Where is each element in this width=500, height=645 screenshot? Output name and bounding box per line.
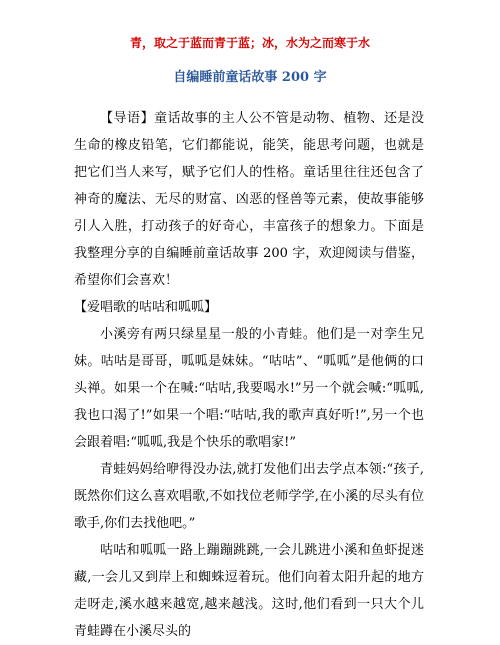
story-paragraph-1: 小溪旁有两只绿星星一般的小青蛙。他们是一对孪生兄妹。咕咕是哥哥，呱呱是妹妹。“咕咕”、“呱呱”是他俩的口头禅。如果一个在喊:“咕咕,我要喝水!”另一个就会喊:“呱呱,我也口渴了!”如果一个唱:“咕咕,我的歌声真好听!”,另一个也会跟着唱:“呱呱,我是个快乐的歌唱家!” [74, 327, 424, 450]
story-paragraph-3: 咕咕和呱呱一路上蹦蹦跳跳,一会儿跳进小溪和鱼虾捉迷藏,一会儿又到岸上和蜘蛛逗着玩。他们向着太阳升起的地方走呀走,溪水越来越宽,越来越浅。这时,他们看到一只大个儿青蛙蹲在小溪尽头的 [74, 543, 424, 639]
page-title: 自编睡前童话故事 200 字 [173, 70, 327, 85]
story-paragraph-2: 青蛙妈妈给咿得没办法,就打发他们出去学点本领:“孩子,既然你们这么喜欢唱歌,不如找位老师学学,在小溪的尽头有位歌手,你们去找他吧。” [74, 462, 424, 531]
article-body [74, 105, 424, 645]
section-heading: 【爱唱歌的咕咕和呱呱】 [74, 300, 218, 315]
intro-paragraph: 【导语】童话故事的主人公不管是动物、植物、还是没生命的橡皮铅笔，它们都能说，能笑，能思考问题，也就是把它们当人来写，赋予它们人的性格。童话里往往还包含了神奇的魔法、无尽的财富、凶恶的怪兽等元素，使故事能够引人入胜，打动孩子的好奇心，丰富孩子的想象力。下面是我整理分享的自编睡前童话故事 200 字，欢迎阅读与借鉴，希望你们会喜欢！ [74, 111, 424, 288]
header-motto: 青，取之于蓝而青于蓝；冰，水为之而寒于水 [129, 36, 370, 50]
